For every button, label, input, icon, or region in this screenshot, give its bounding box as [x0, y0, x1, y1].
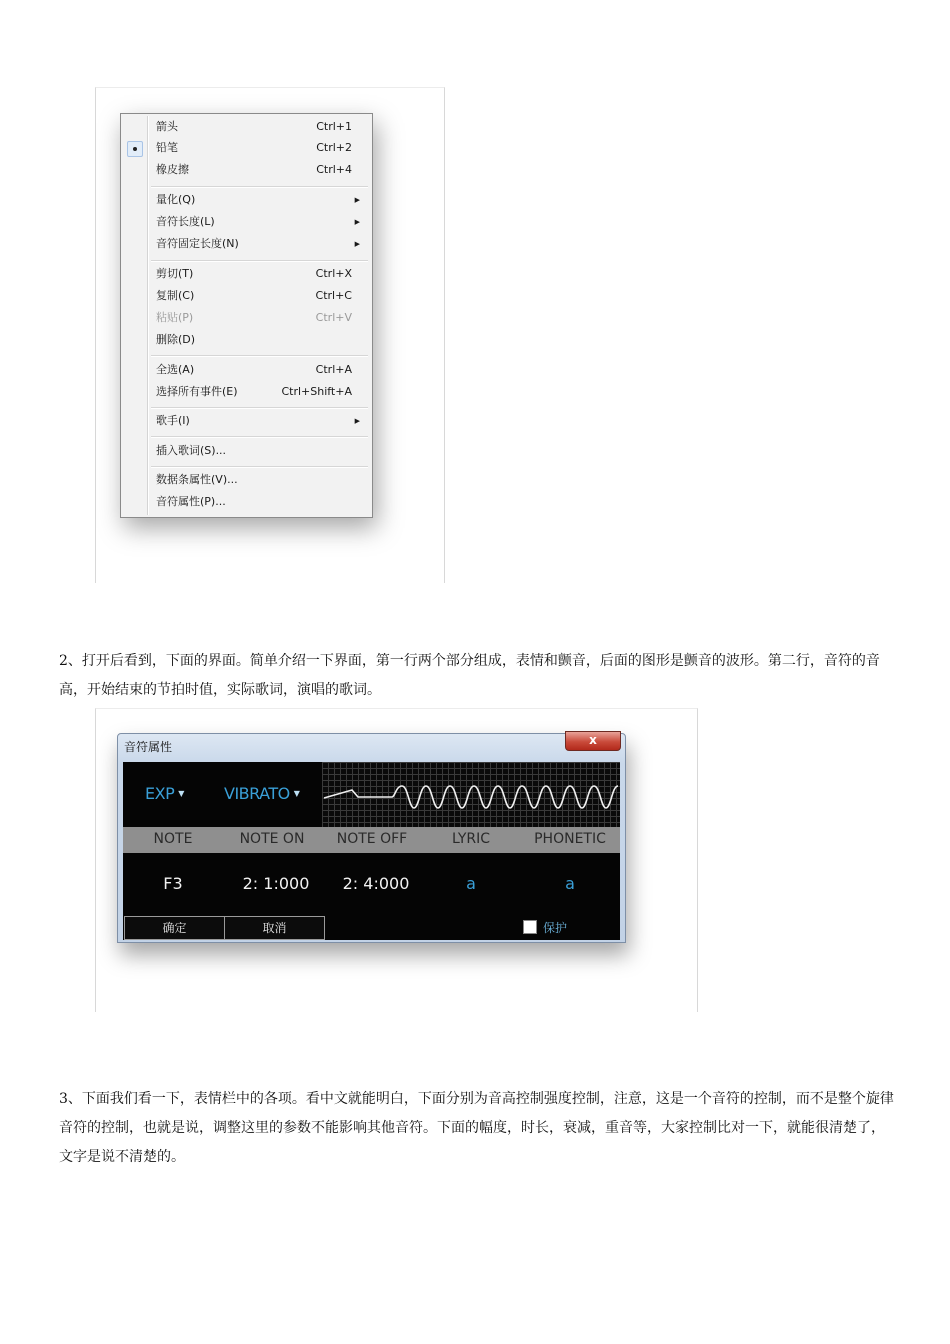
close-icon: x — [589, 733, 597, 747]
menu-item-shortcut: Ctrl+C — [315, 289, 352, 302]
menu-item-label: 数据条属性(V)... — [156, 473, 238, 486]
dialog-title: 音符属性 — [124, 740, 173, 754]
menu-item-arrow[interactable] — [121, 117, 372, 137]
menu-item-label: 删除(D) — [156, 333, 196, 346]
note-values-row — [123, 853, 620, 916]
menu-item-cut[interactable] — [121, 264, 372, 284]
ok-button[interactable]: 确定 — [124, 916, 225, 940]
vibrato-label: VIBRATO — [224, 784, 290, 803]
phonetic-field[interactable]: a — [565, 874, 575, 893]
menu-item-delete[interactable] — [121, 330, 372, 350]
expression-row — [123, 762, 620, 827]
menu-item-shortcut: Ctrl+4 — [316, 163, 352, 176]
protect-label: 保护 — [543, 921, 568, 935]
menu-item-paste — [121, 308, 372, 328]
menu-item-label: 橡皮擦 — [156, 163, 189, 176]
note-properties-dialog — [117, 733, 626, 943]
menu-item-shortcut: Ctrl+2 — [316, 141, 352, 154]
vibrato-waveform[interactable] — [322, 762, 620, 827]
paragraph-step-2: 2、打开后看到，下面的界面。简单介绍一下界面，第一行两个部分组成，表情和颤音，后面的图形是颤音的波形。第二行，音符的音高，开始结束的节拍时值，实际歌词，演唱的歌词。 — [59, 653, 880, 698]
checkbox-icon — [523, 920, 537, 934]
close-button[interactable] — [565, 731, 621, 751]
menu-item-databar-properties[interactable] — [121, 470, 372, 490]
column-header-note: NOTE — [153, 831, 193, 847]
menu-item-fixed-note-length[interactable] — [121, 234, 372, 254]
menu-item-shortcut: Ctrl+V — [315, 311, 352, 324]
menu-item-label: 全选(A) — [156, 363, 195, 376]
menu-item-insert-lyrics[interactable] — [121, 441, 372, 461]
menu-item-label: 复制(C) — [156, 289, 195, 302]
menu-separator — [151, 407, 368, 409]
dropdown-caret-icon: ▼ — [293, 789, 300, 798]
menu-separator — [151, 466, 368, 468]
vibrato-dropdown[interactable] — [224, 784, 299, 803]
protect-checkbox[interactable] — [523, 919, 567, 936]
cancel-button[interactable]: 取消 — [224, 916, 325, 940]
menu-separator — [151, 186, 368, 188]
menu-item-eraser[interactable] — [121, 160, 372, 180]
menu-item-note-length[interactable] — [121, 212, 372, 232]
submenu-arrow-icon: ▶ — [354, 240, 360, 248]
exp-label: EXP — [145, 784, 175, 803]
column-header-phonetic: PHONETIC — [534, 831, 606, 847]
lyric-field[interactable]: a — [466, 874, 476, 893]
menu-item-label: 音符长度(L) — [156, 215, 215, 228]
vibrato-waveform-graph — [322, 762, 620, 827]
submenu-arrow-icon: ▶ — [354, 417, 360, 425]
menu-item-shortcut: Ctrl+X — [315, 267, 352, 280]
column-header-row — [123, 827, 620, 853]
note-on-field[interactable]: 2: 1:000 — [242, 874, 310, 893]
radio-check-icon — [127, 141, 143, 157]
menu-item-quantize[interactable] — [121, 190, 372, 210]
context-menu — [120, 113, 373, 518]
menu-separator — [151, 355, 368, 357]
menu-item-copy[interactable] — [121, 286, 372, 306]
menu-separator — [151, 260, 368, 262]
menu-item-label: 歌手(I) — [156, 414, 190, 427]
paragraph-step-3: 3、下面我们看一下，表情栏中的各项。看中文就能明白，下面分别为音高控制强度控制，注意，这是一个音符的控制，而不是整个旋律音符的控制，也就是说，调整这里的参数不能影响其他音符。下面的幅度，时长，衰减，重音等，大家控制比对一下，就能很清楚了，文字是说不清楚的。 — [59, 1091, 894, 1165]
menu-item-pencil[interactable] — [121, 138, 372, 158]
menu-separator — [151, 436, 368, 438]
menu-item-singer[interactable] — [121, 411, 372, 431]
menu-item-shortcut: Ctrl+Shift+A — [281, 385, 352, 398]
vibrato-waveform-line — [324, 786, 618, 808]
column-header-note-on: NOTE ON — [239, 831, 305, 847]
menu-item-label: 粘贴(P) — [156, 311, 194, 324]
menu-item-select-all[interactable] — [121, 360, 372, 380]
dropdown-caret-icon: ▼ — [178, 789, 184, 798]
menu-item-shortcut: Ctrl+1 — [316, 120, 352, 133]
menu-item-label: 铅笔 — [156, 141, 178, 154]
menu-item-label: 插入歌词(S)... — [156, 444, 227, 457]
menu-item-label: 剪切(T) — [156, 267, 194, 280]
column-header-note-off: NOTE OFF — [336, 831, 408, 847]
menu-item-select-all-events[interactable] — [121, 382, 372, 402]
menu-item-label: 音符属性(P)... — [156, 495, 226, 508]
note-off-field[interactable]: 2: 4:000 — [342, 874, 410, 893]
menu-item-note-properties[interactable] — [121, 492, 372, 512]
note-field[interactable]: F3 — [163, 874, 183, 893]
submenu-arrow-icon: ▶ — [354, 218, 360, 226]
exp-dropdown[interactable] — [145, 784, 184, 803]
menu-item-label: 量化(Q) — [156, 193, 196, 206]
submenu-arrow-icon: ▶ — [354, 196, 360, 204]
column-header-lyric: LYRIC — [451, 831, 491, 847]
menu-item-label: 选择所有事件(E) — [156, 385, 238, 398]
dialog-body — [123, 762, 620, 940]
menu-item-shortcut: Ctrl+A — [315, 363, 352, 376]
menu-item-label: 音符固定长度(N) — [156, 237, 239, 250]
menu-item-label: 箭头 — [156, 120, 178, 133]
